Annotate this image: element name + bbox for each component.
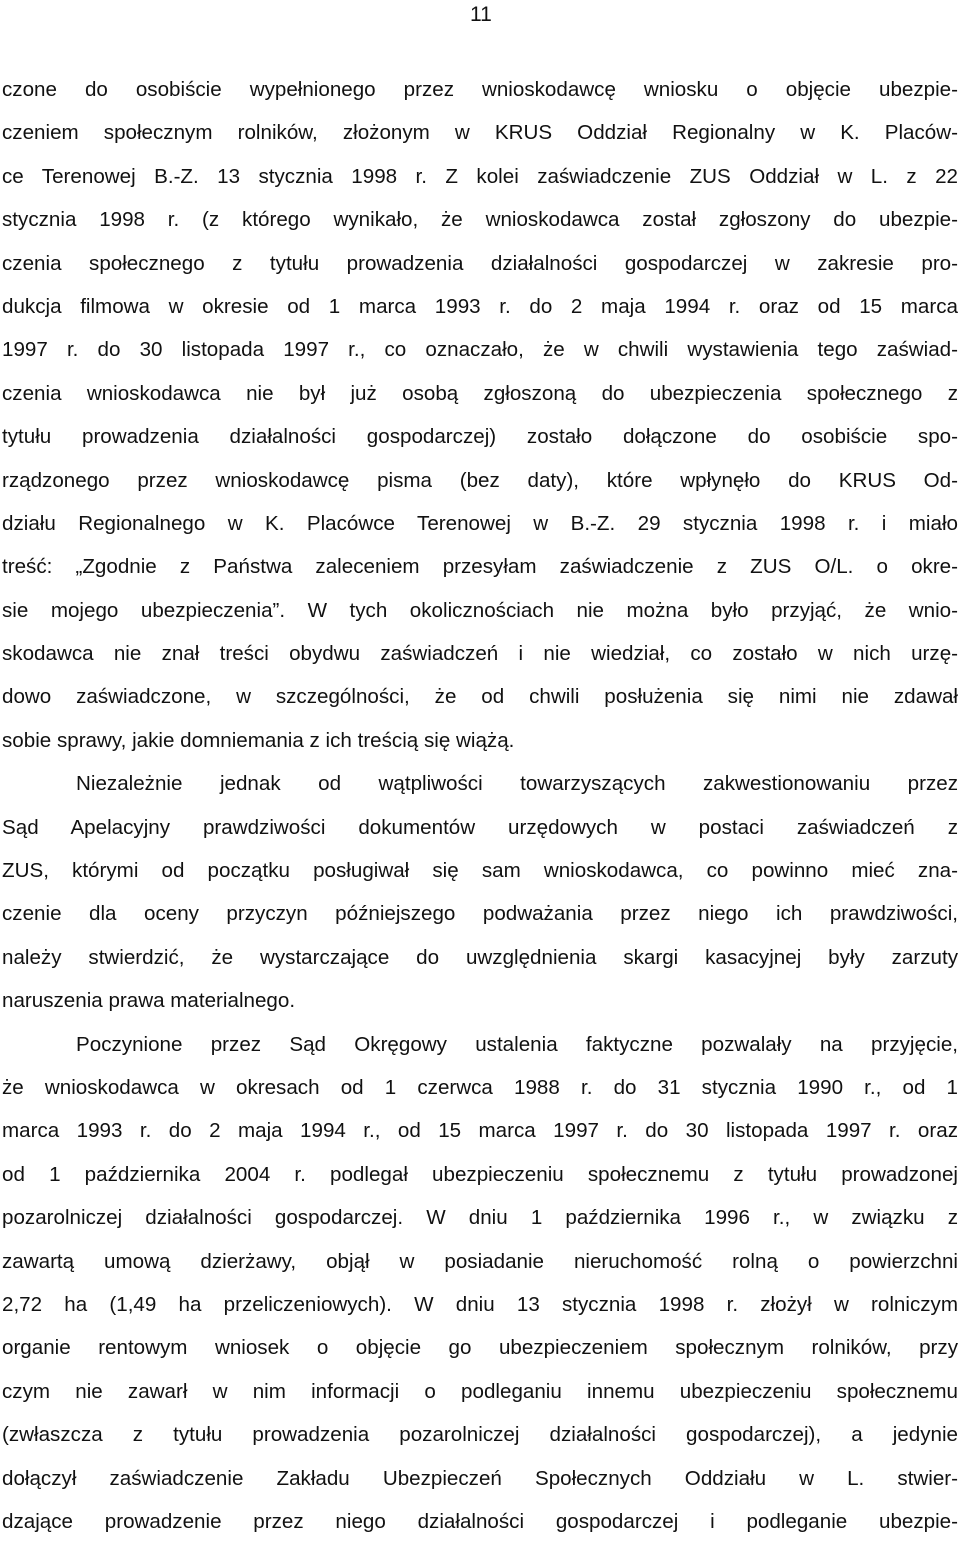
text-line: naruszenia prawa materialnego. (2, 989, 296, 1013)
text-line: działu Regionalnego w K. Placówce Terenowej w B.-Z. 29 stycznia 1998 r. i miało (2, 511, 958, 535)
text-line: 2,72 ha (1,49 ha przeliczeniowych). W dniu 13 stycznia 1998 r. złożył w rolniczym (2, 1292, 958, 1316)
text-line: że wnioskodawca w okresach od 1 czerwca 1988 r. do 31 stycznia 1990 r., od 1 (2, 1075, 958, 1099)
text-line: treść: „Zgodnie z Państwa zaleceniem przesyłam zaświadczenie z ZUS O/L. o okre- (2, 555, 958, 579)
text-line: ZUS, którymi od początku posługiwał się sam wnioskodawca, co powinno mieć zna- (2, 859, 958, 883)
text-line: czenia społecznego z tytułu prowadzenia działalności gospodarczej w zakresie pro- (2, 251, 958, 275)
text-line: stycznia 1998 r. (z którego wynikało, że wnioskodawca został zgłoszony do ubezpie- (2, 208, 958, 232)
text-line: tytułu prowadzenia działalności gospodarczej) zostało dołączone do osobiście spo- (2, 425, 958, 449)
text-line: sie mojego ubezpieczenia”. W tych okolicznościach nie można było przyjąć, że wnio- (2, 598, 958, 622)
text-line: marca 1993 r. do 2 maja 1994 r., od 15 marca 1997 r. do 30 listopada 1997 r. oraz (2, 1119, 958, 1143)
text-line: czeniem społecznym rolników, złożonym w KRUS Oddział Regionalny w K. Placów- (2, 121, 958, 145)
text-line: 1997 r. do 30 listopada 1997 r., co oznaczało, że w chwili wystawienia tego zaświad- (2, 338, 958, 362)
text-line: skodawca nie znał treści obydwu zaświadczeń i nie wiedział, co zostało w nich urzę- (2, 642, 958, 666)
paragraph-first-line: Niezależnie jednak od wątpliwości towarzyszących zakwestionowaniu przez (76, 772, 958, 796)
text-line: Sąd Apelacyjny prawdziwości dokumentów urzędowych w postaci zaświadczeń z (2, 815, 958, 839)
text-line: dukcja filmowa w okresie od 1 marca 1993 r. do 2 maja 1994 r. oraz od 15 marca (2, 294, 958, 318)
text-line: organie rentowym wniosek o objęcie go ubezpieczeniem społecznym rolników, przy (2, 1336, 958, 1360)
text-line: czenia wnioskodawca nie był już osobą zgłoszoną do ubezpieczenia społecznego z (2, 381, 958, 405)
text-line: rządzonego przez wnioskodawcę pisma (bez daty), które wpłynęło do KRUS Od- (2, 468, 958, 492)
text-line: od 1 października 2004 r. podlegał ubezpieczeniu społecznemu z tytułu prowadzonej (2, 1162, 958, 1186)
page-number: 11 (470, 3, 492, 26)
text-line: czone do osobiście wypełnionego przez wnioskodawcę wniosku o objęcie ubezpie- (2, 78, 958, 101)
text-line: dołączył zaświadczenie Zakładu Ubezpieczeń Społecznych Oddziału w L. stwier- (2, 1466, 958, 1490)
text-line: pozarolniczej działalności gospodarczej. W dniu 1 października 1996 r., w związku z (2, 1206, 958, 1230)
text-line: dowo zaświadczone, w szczególności, że od chwili posłużenia się nimi nie zdawał (2, 685, 958, 709)
text-line: czym nie zawarł w nim informacji o podleganiu innemu ubezpieczeniu społecznemu (2, 1379, 958, 1403)
text-line: sobie sprawy, jakie domniemania z ich treścią się wiążą. (2, 728, 515, 752)
text-line: (zwłaszcza z tytułu prowadzenia pozarolniczej działalności gospodarczej), a jedynie (2, 1423, 958, 1447)
paragraph-first-line: Poczynione przez Sąd Okręgowy ustalenia faktyczne pozwalały na przyjęcie, (76, 1032, 958, 1056)
text-line: ce Terenowej B.-Z. 13 stycznia 1998 r. Z kolei zaświadczenie ZUS Oddział w L. z 22 (2, 164, 958, 188)
document-body (2, 68, 958, 1543)
text-line: zawartą umową dzierżawy, objął w posiadanie nieruchomość rolną o powierzchni (2, 1249, 958, 1273)
text-line: dzające prowadzenie przez niego działalności gospodarczej i podleganie ubezpie- (2, 1509, 958, 1533)
text-line: należy stwierdzić, że wystarczające do uwzględnienia skargi kasacyjnej były zarzuty (2, 945, 958, 969)
text-line: czenie dla oceny przyczyn późniejszego podważania przez niego ich prawdziwości, (2, 902, 958, 926)
